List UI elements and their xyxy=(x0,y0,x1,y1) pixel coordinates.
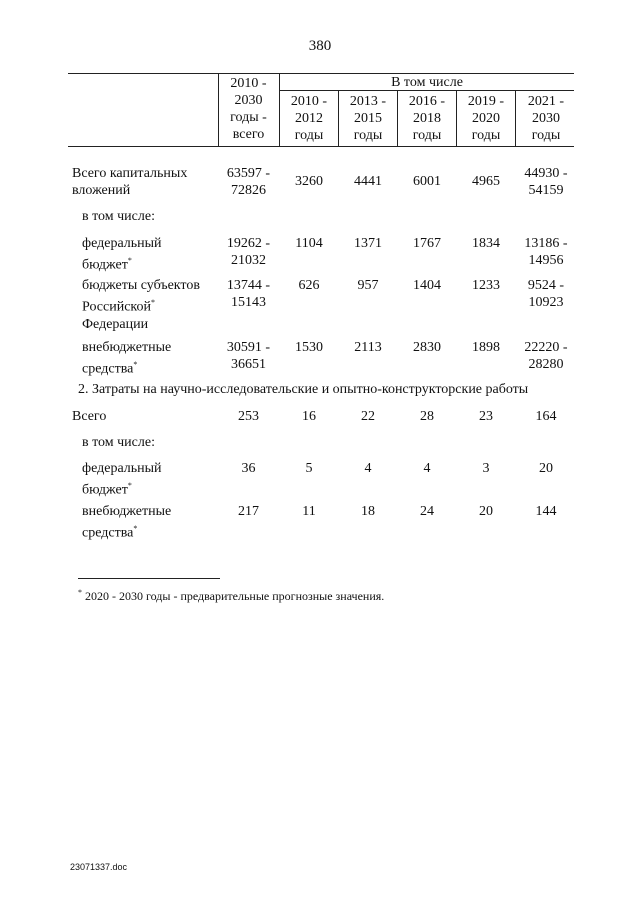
cell-total: 13744 - 15143 xyxy=(226,278,271,310)
cell-last: 9524 - 10923 xyxy=(527,278,565,310)
footnote-mark: * xyxy=(133,360,138,369)
cell-value: 1233 xyxy=(472,278,500,293)
row-label: Всего капитальных вложений xyxy=(72,166,188,198)
row-label: федеральный бюджет* xyxy=(82,236,162,273)
cell-value: 1371 xyxy=(354,236,382,251)
cell-value: 2830 xyxy=(413,340,441,355)
cell-value: 11 xyxy=(302,504,316,519)
header-period: 2013 - 2015 годы xyxy=(349,94,387,143)
cell-value: 20 xyxy=(479,504,493,519)
cell-value: 1104 xyxy=(295,236,323,251)
footnote-mark: * xyxy=(133,524,138,533)
row-label: в том числе: xyxy=(82,435,155,450)
header-period: 2016 - 2018 годы xyxy=(408,94,446,143)
document-id: 23071337.doc xyxy=(70,862,128,872)
cell-last: 13186 - 14956 xyxy=(524,236,568,268)
page-number: 380 xyxy=(308,38,332,54)
cell-value: 28 xyxy=(420,409,434,424)
cell-value: 144 xyxy=(535,504,557,519)
header-total: 2010 - 2030 годы - всего xyxy=(230,76,267,142)
cell-value: 1530 xyxy=(295,340,323,355)
cell-value: 24 xyxy=(420,504,434,519)
cell-last: 44930 - 54159 xyxy=(524,166,568,198)
cell-value: 4441 xyxy=(354,174,382,189)
cell-value: 5 xyxy=(305,461,313,476)
cell-total: 30591 - 36651 xyxy=(226,340,271,372)
cell-value: 4 xyxy=(364,461,372,476)
row-label: Всего xyxy=(72,409,107,424)
cell-value: 16 xyxy=(302,409,316,424)
cell-value: 2113 xyxy=(354,340,382,355)
cell-total: 19262 - 21032 xyxy=(226,236,271,268)
cell-value: 253 xyxy=(238,409,259,424)
footnote-mark: * xyxy=(127,481,132,490)
header-period: 2019 - 2020 годы xyxy=(467,94,505,143)
footnote-rule xyxy=(78,578,220,579)
row-label: федеральный бюджет* xyxy=(82,461,162,498)
footnote-mark: * xyxy=(151,298,155,307)
footnote-mark: * xyxy=(78,588,82,597)
cell-value: 36 xyxy=(241,461,256,476)
cell-value: 626 xyxy=(298,278,320,293)
section-title: 2. Затраты на научно-исследовательские и опытно-конструкторские работы xyxy=(78,382,529,397)
cell-value: 23 xyxy=(479,409,493,424)
header-bottom-rule xyxy=(68,146,574,147)
row-label: бюджеты субъектов Российской* Федерации xyxy=(82,278,200,332)
cell-total: 63597 - 72826 xyxy=(226,166,271,198)
row-label: внебюджетные средства* xyxy=(82,504,172,541)
cell-value: 18 xyxy=(361,504,375,519)
cell-value: 164 xyxy=(535,409,557,424)
header-period: 2021 - 2030 годы xyxy=(527,94,565,143)
cell-last: 22220 - 28280 xyxy=(524,340,568,372)
cell-value: 3260 xyxy=(295,174,323,189)
row-label: внебюджетные средства* xyxy=(82,340,172,377)
cell-value: 1767 xyxy=(413,236,441,251)
cell-value: 3 xyxy=(482,461,490,476)
row-label: в том числе: xyxy=(82,209,155,224)
cell-value: 22 xyxy=(361,409,375,424)
cell-value: 6001 xyxy=(413,174,441,189)
header-group-label: В том числе xyxy=(391,75,463,90)
cell-value: 1834 xyxy=(472,236,500,251)
cell-value: 20 xyxy=(539,461,553,476)
cell-value: 957 xyxy=(357,278,379,293)
cell-value: 217 xyxy=(238,504,259,519)
cell-value: 4 xyxy=(423,461,431,476)
cell-value: 1404 xyxy=(413,278,441,293)
cell-value: 1898 xyxy=(472,340,500,355)
header-period: 2010 - 2012 годы xyxy=(290,94,328,143)
footnote-mark: * xyxy=(127,256,132,265)
cell-value: 4965 xyxy=(472,174,500,189)
footnote: * 2020 - 2030 годы - предварительные прогнозные значения. xyxy=(78,588,385,603)
